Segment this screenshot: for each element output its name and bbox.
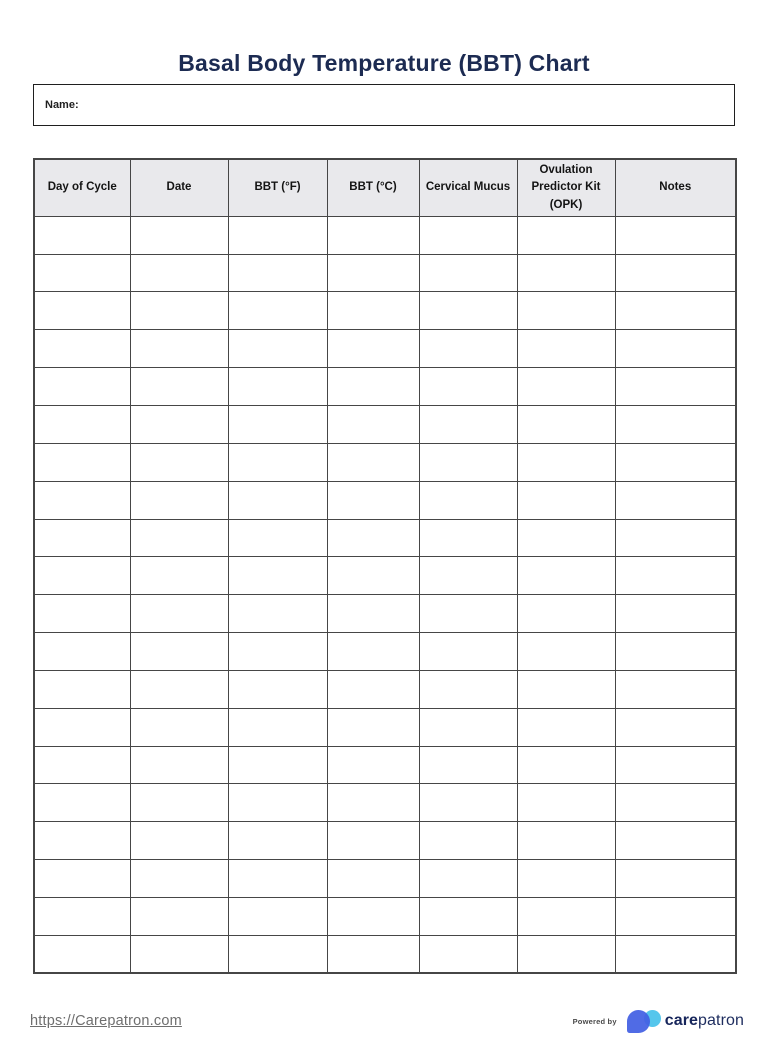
empty-cell bbox=[130, 633, 228, 671]
empty-cell bbox=[34, 405, 130, 443]
empty-cell bbox=[130, 216, 228, 254]
brand-wordmark bbox=[665, 1012, 744, 1030]
empty-cell bbox=[517, 633, 615, 671]
empty-cell bbox=[228, 670, 327, 708]
empty-cell bbox=[517, 330, 615, 368]
empty-cell bbox=[34, 557, 130, 595]
empty-cell bbox=[228, 595, 327, 633]
empty-cell bbox=[517, 254, 615, 292]
empty-cell bbox=[34, 822, 130, 860]
empty-cell bbox=[228, 860, 327, 898]
empty-cell bbox=[130, 330, 228, 368]
empty-cell bbox=[419, 216, 517, 254]
empty-cell bbox=[228, 292, 327, 330]
table-row bbox=[34, 633, 736, 671]
empty-cell bbox=[130, 897, 228, 935]
empty-cell bbox=[228, 897, 327, 935]
empty-cell bbox=[327, 292, 419, 330]
carepatron-logo-icon bbox=[627, 1006, 662, 1036]
empty-cell bbox=[327, 708, 419, 746]
empty-cell bbox=[615, 519, 736, 557]
empty-cell bbox=[517, 481, 615, 519]
empty-cell bbox=[517, 708, 615, 746]
column-header: BBT (°F) bbox=[228, 159, 327, 216]
empty-cell bbox=[517, 897, 615, 935]
empty-cell bbox=[327, 670, 419, 708]
empty-cell bbox=[517, 822, 615, 860]
empty-cell bbox=[517, 405, 615, 443]
empty-cell bbox=[130, 935, 228, 973]
empty-cell bbox=[327, 557, 419, 595]
empty-cell bbox=[34, 746, 130, 784]
empty-cell bbox=[419, 481, 517, 519]
empty-cell bbox=[34, 292, 130, 330]
column-header: Day of Cycle bbox=[34, 159, 130, 216]
empty-cell bbox=[130, 822, 228, 860]
empty-cell bbox=[517, 519, 615, 557]
empty-cell bbox=[34, 443, 130, 481]
table-row bbox=[34, 368, 736, 406]
empty-cell bbox=[34, 935, 130, 973]
bbt-table-body bbox=[34, 216, 736, 973]
table-row bbox=[34, 670, 736, 708]
empty-cell bbox=[419, 443, 517, 481]
table-header-row bbox=[34, 159, 736, 216]
empty-cell bbox=[130, 860, 228, 898]
empty-cell bbox=[419, 405, 517, 443]
empty-cell bbox=[34, 633, 130, 671]
column-header: Ovulation Predictor Kit (OPK) bbox=[517, 159, 615, 216]
empty-cell bbox=[327, 746, 419, 784]
empty-cell bbox=[130, 595, 228, 633]
empty-cell bbox=[228, 633, 327, 671]
empty-cell bbox=[34, 860, 130, 898]
empty-cell bbox=[327, 935, 419, 973]
table-row bbox=[34, 784, 736, 822]
empty-cell bbox=[615, 557, 736, 595]
empty-cell bbox=[517, 595, 615, 633]
empty-cell bbox=[327, 595, 419, 633]
empty-cell bbox=[419, 860, 517, 898]
empty-cell bbox=[228, 405, 327, 443]
empty-cell bbox=[130, 519, 228, 557]
empty-cell bbox=[419, 368, 517, 406]
empty-cell bbox=[615, 443, 736, 481]
table-row bbox=[34, 557, 736, 595]
empty-cell bbox=[327, 216, 419, 254]
column-header: BBT (°C) bbox=[327, 159, 419, 216]
empty-cell bbox=[419, 935, 517, 973]
table-row bbox=[34, 708, 736, 746]
empty-cell bbox=[419, 897, 517, 935]
empty-cell bbox=[419, 557, 517, 595]
powered-by-label: Powered by bbox=[572, 1016, 617, 1026]
empty-cell bbox=[327, 330, 419, 368]
empty-cell bbox=[228, 557, 327, 595]
empty-cell bbox=[517, 935, 615, 973]
empty-cell bbox=[34, 784, 130, 822]
empty-cell bbox=[615, 860, 736, 898]
empty-cell bbox=[34, 330, 130, 368]
empty-cell bbox=[327, 254, 419, 292]
empty-cell bbox=[327, 368, 419, 406]
empty-cell bbox=[228, 519, 327, 557]
empty-cell bbox=[615, 670, 736, 708]
empty-cell bbox=[228, 216, 327, 254]
empty-cell bbox=[517, 443, 615, 481]
empty-cell bbox=[615, 633, 736, 671]
empty-cell bbox=[130, 784, 228, 822]
empty-cell bbox=[615, 784, 736, 822]
table-row bbox=[34, 595, 736, 633]
empty-cell bbox=[419, 708, 517, 746]
empty-cell bbox=[615, 595, 736, 633]
empty-cell bbox=[517, 784, 615, 822]
empty-cell bbox=[517, 368, 615, 406]
empty-cell bbox=[130, 708, 228, 746]
empty-cell bbox=[615, 822, 736, 860]
empty-cell bbox=[130, 670, 228, 708]
empty-cell bbox=[419, 784, 517, 822]
column-header: Date bbox=[130, 159, 228, 216]
table-row bbox=[34, 405, 736, 443]
empty-cell bbox=[419, 746, 517, 784]
empty-cell bbox=[615, 216, 736, 254]
empty-cell bbox=[34, 216, 130, 254]
bbt-table bbox=[33, 158, 737, 974]
empty-cell bbox=[34, 481, 130, 519]
empty-cell bbox=[34, 670, 130, 708]
empty-cell bbox=[419, 292, 517, 330]
logo-bubble-left bbox=[627, 1010, 650, 1033]
empty-cell bbox=[615, 935, 736, 973]
empty-cell bbox=[615, 897, 736, 935]
empty-cell bbox=[130, 443, 228, 481]
empty-cell bbox=[419, 633, 517, 671]
table-row bbox=[34, 519, 736, 557]
table-row bbox=[34, 860, 736, 898]
footer-brand bbox=[573, 1006, 744, 1036]
empty-cell bbox=[228, 822, 327, 860]
empty-cell bbox=[130, 481, 228, 519]
empty-cell bbox=[34, 897, 130, 935]
empty-cell bbox=[517, 557, 615, 595]
table-row bbox=[34, 292, 736, 330]
empty-cell bbox=[228, 481, 327, 519]
empty-cell bbox=[228, 368, 327, 406]
empty-cell bbox=[615, 481, 736, 519]
empty-cell bbox=[419, 595, 517, 633]
empty-cell bbox=[615, 368, 736, 406]
empty-cell bbox=[228, 784, 327, 822]
table-row bbox=[34, 330, 736, 368]
empty-cell bbox=[615, 405, 736, 443]
table-row bbox=[34, 254, 736, 292]
table-row bbox=[34, 897, 736, 935]
empty-cell bbox=[34, 708, 130, 746]
empty-cell bbox=[517, 216, 615, 254]
empty-cell bbox=[327, 822, 419, 860]
empty-cell bbox=[228, 746, 327, 784]
empty-cell bbox=[517, 746, 615, 784]
empty-cell bbox=[327, 784, 419, 822]
empty-cell bbox=[327, 897, 419, 935]
empty-cell bbox=[615, 292, 736, 330]
empty-cell bbox=[419, 254, 517, 292]
empty-cell bbox=[327, 633, 419, 671]
empty-cell bbox=[228, 708, 327, 746]
empty-cell bbox=[419, 519, 517, 557]
empty-cell bbox=[130, 368, 228, 406]
carepatron-link[interactable]: https://Carepatron.com bbox=[30, 1013, 182, 1029]
empty-cell bbox=[228, 443, 327, 481]
table-row bbox=[34, 935, 736, 973]
table-row bbox=[34, 443, 736, 481]
empty-cell bbox=[228, 254, 327, 292]
empty-cell bbox=[130, 746, 228, 784]
table-row bbox=[34, 481, 736, 519]
table-row bbox=[34, 216, 736, 254]
empty-cell bbox=[327, 443, 419, 481]
empty-cell bbox=[130, 557, 228, 595]
empty-cell bbox=[327, 519, 419, 557]
empty-cell bbox=[327, 481, 419, 519]
empty-cell bbox=[615, 254, 736, 292]
empty-cell bbox=[34, 368, 130, 406]
table-row bbox=[34, 746, 736, 784]
empty-cell bbox=[34, 254, 130, 292]
empty-cell bbox=[615, 330, 736, 368]
column-header: Cervical Mucus bbox=[419, 159, 517, 216]
page-title: Basal Body Temperature (BBT) Chart bbox=[178, 50, 590, 77]
table-row bbox=[34, 822, 736, 860]
empty-cell bbox=[228, 330, 327, 368]
brand-wordmark-patron: patron bbox=[698, 1012, 744, 1029]
empty-cell bbox=[517, 860, 615, 898]
empty-cell bbox=[517, 292, 615, 330]
name-field[interactable] bbox=[33, 84, 735, 126]
empty-cell bbox=[615, 746, 736, 784]
empty-cell bbox=[419, 822, 517, 860]
empty-cell bbox=[327, 860, 419, 898]
column-header: Notes bbox=[615, 159, 736, 216]
empty-cell bbox=[130, 292, 228, 330]
empty-cell bbox=[327, 405, 419, 443]
empty-cell bbox=[419, 330, 517, 368]
empty-cell bbox=[615, 708, 736, 746]
empty-cell bbox=[130, 405, 228, 443]
empty-cell bbox=[517, 670, 615, 708]
empty-cell bbox=[419, 670, 517, 708]
empty-cell bbox=[130, 254, 228, 292]
name-field-value[interactable] bbox=[87, 85, 734, 125]
empty-cell bbox=[228, 935, 327, 973]
empty-cell bbox=[34, 595, 130, 633]
name-field-label: Name: bbox=[45, 99, 79, 111]
empty-cell bbox=[34, 519, 130, 557]
brand-wordmark-care: care bbox=[664, 1012, 699, 1029]
